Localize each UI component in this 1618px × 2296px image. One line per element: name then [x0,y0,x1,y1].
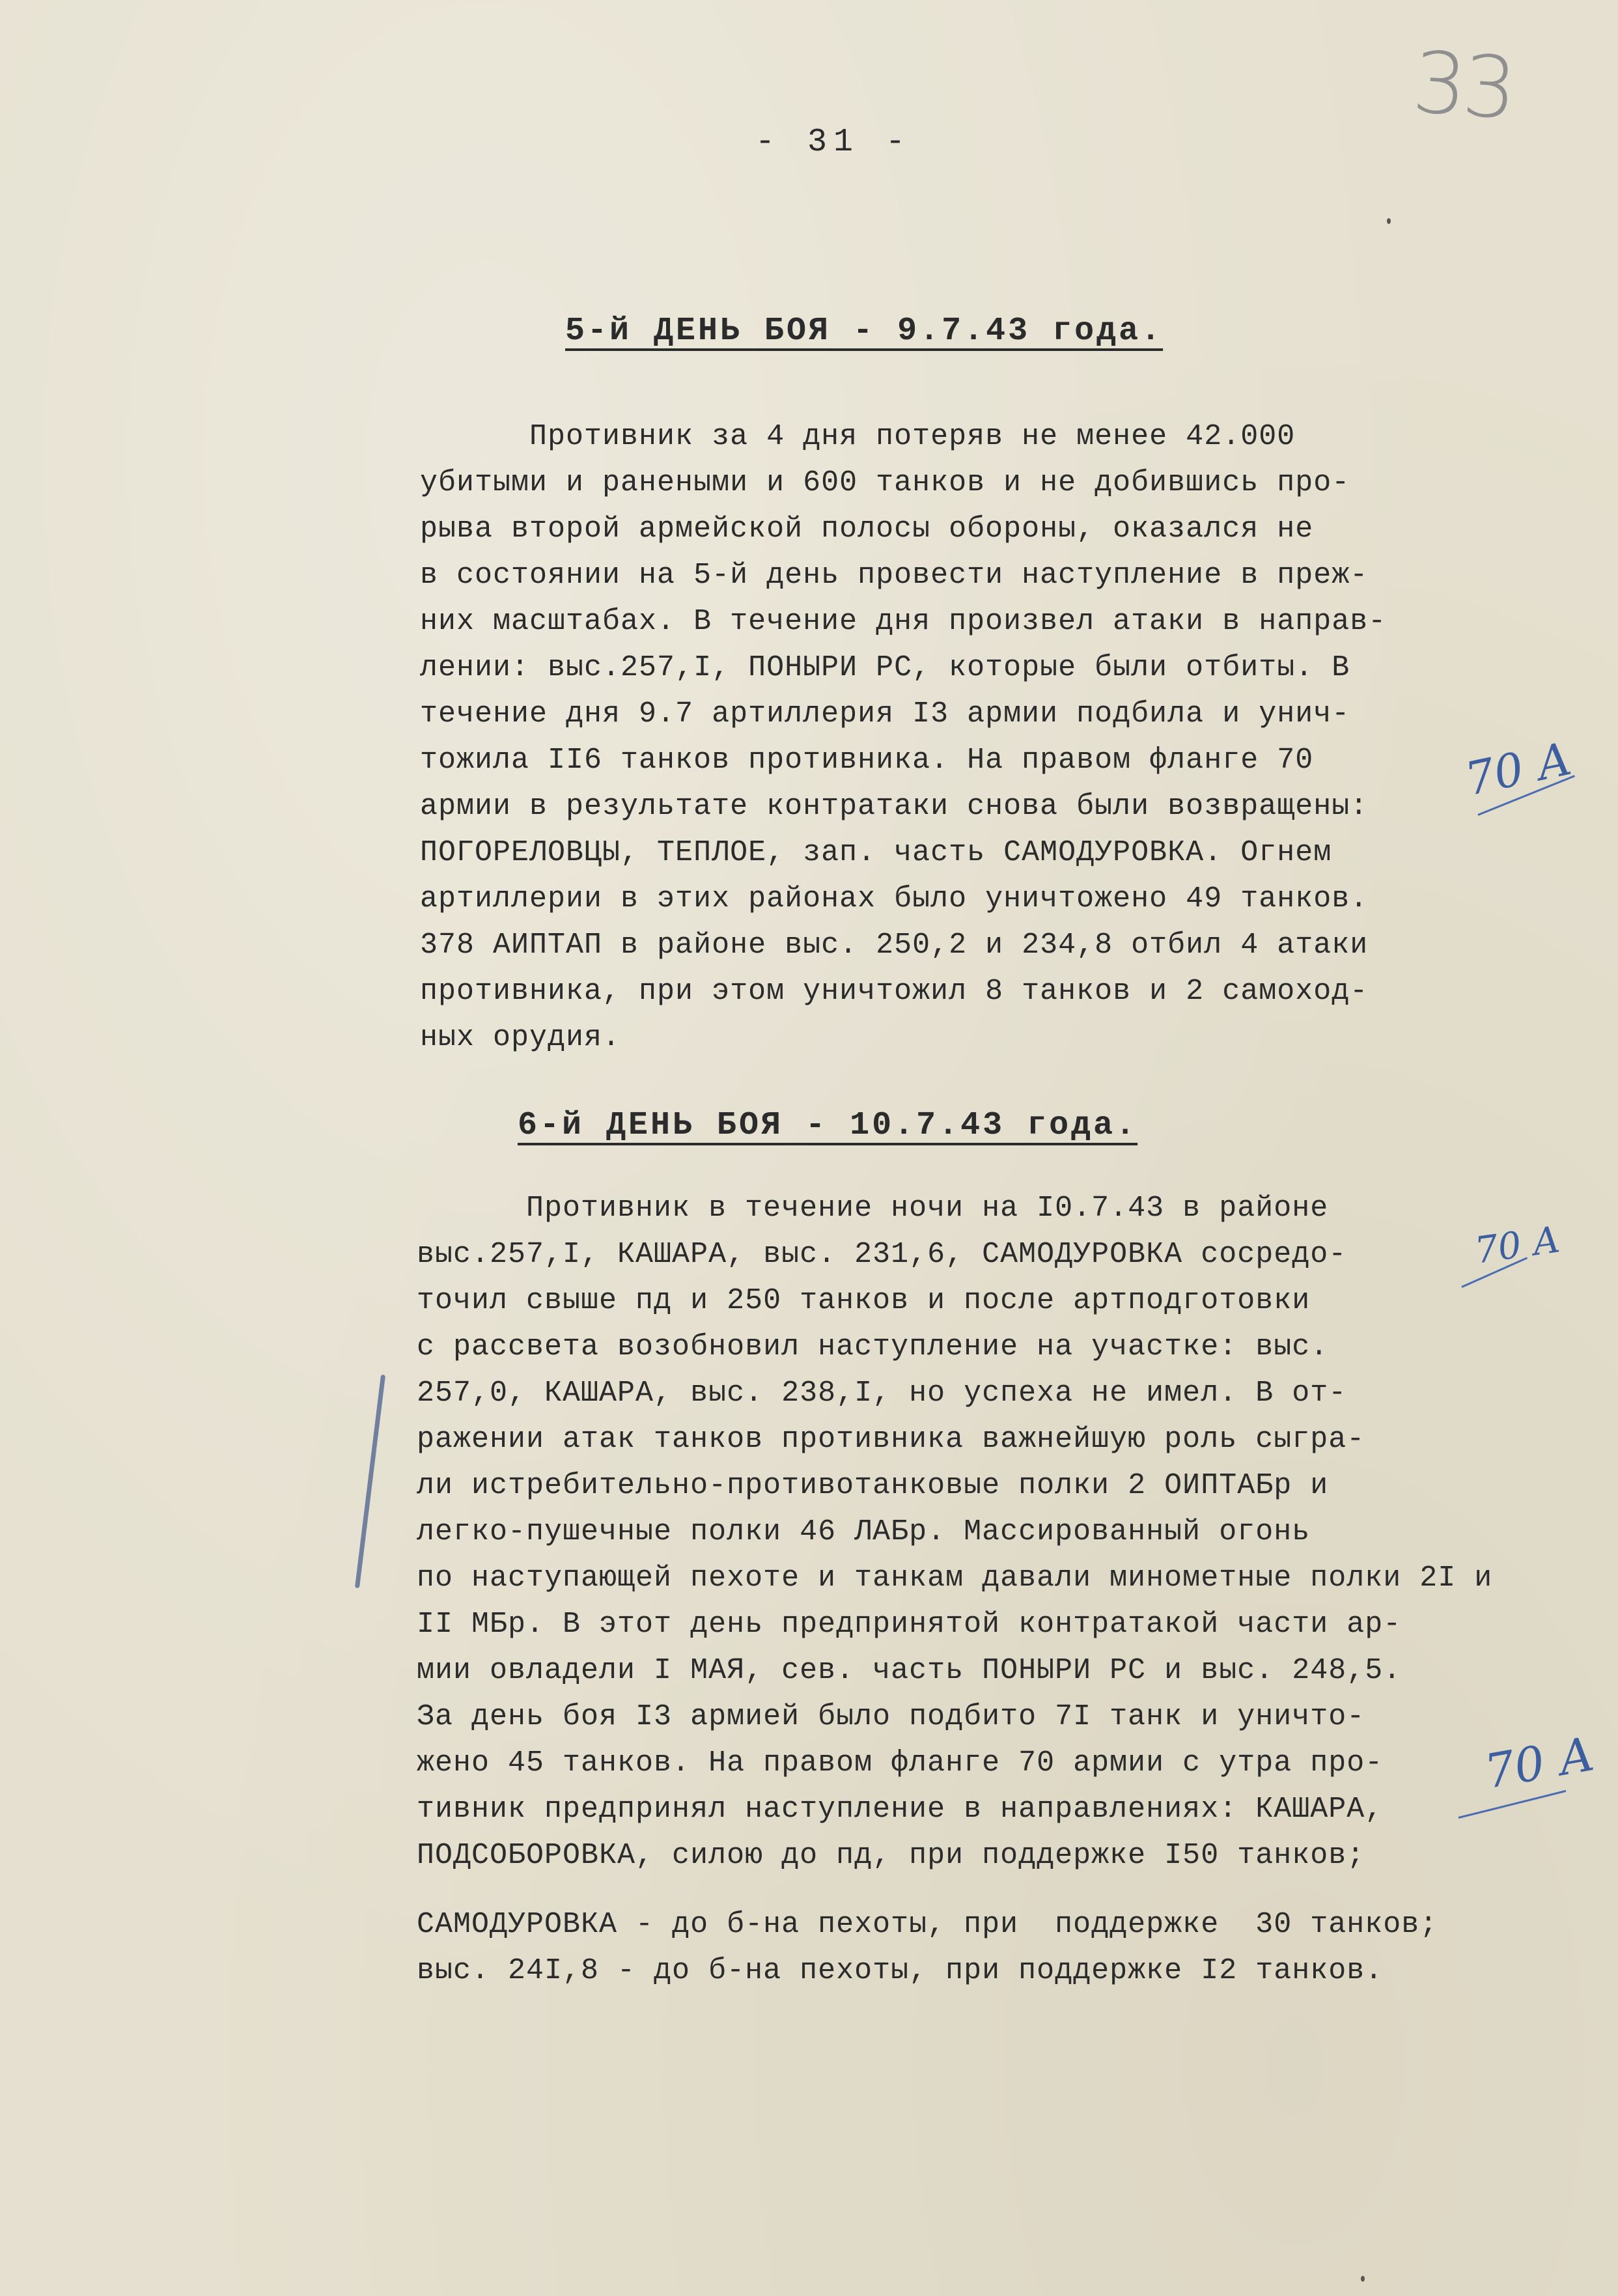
text-line: лении: выс.257,I, ПОНЫРИ РС, которые были отбиты. В [420,651,1350,684]
text-line: противника, при этом уничтожил 8 танков и 2 самоход- [420,975,1369,1008]
text-line: жено 45 танков. На правом фланге 70 армии с утра про- [417,1746,1384,1780]
text-line: 378 АИПТАП в районе выс. 250,2 и 234,8 отбил 4 атаки [420,929,1369,962]
text-line: армии в результате контратаки снова были возвращены: [420,790,1369,823]
text-line: артиллерии в этих районах было уничтожено 49 танков. [420,882,1369,916]
text-line: течение дня 9.7 артиллерия I3 армии подбила и унич- [420,697,1350,731]
text-line: по наступающей пехоте и танкам давали минометные полки 2I и [417,1561,1493,1595]
margin-note-70a: 70 А [1480,1726,1599,1800]
paper-speck [1387,218,1391,224]
text-line: выс. 24I,8 - до б-на пехоты, при поддержке I2 танков. [417,1954,1384,1987]
text-line: точил свыше пд и 250 танков и после артподготовки [417,1284,1311,1317]
text-line: ПОДСОБОРОВКА, силою до пд, при поддержке I50 танков; [417,1839,1365,1872]
text-line: II МБр. В этот день предпринятой контратакой части ар- [417,1608,1402,1641]
text-line: выс.257,I, КАШАРА, выс. 231,6, САМОДУРОВКА сосредо- [417,1238,1347,1271]
text-line: 257,0, КАШАРА, выс. 238,I, но успеха не имел. В от- [417,1377,1347,1410]
text-line: них масштабах. В течение дня произвел атаки в направ- [420,605,1387,638]
section-body-day6-continuation [417,1901,1438,1994]
section-body-day6 [417,1185,1492,1879]
text-line: мии овладели I МАЯ, сев. часть ПОНЫРИ РС и выс. 248,5. [417,1654,1402,1687]
text-line: легко-пушечные полки 46 ЛАБр. Массированный огонь [417,1515,1311,1548]
text-line: ПОГОРЕЛОВЦЫ, ТЕПЛОЕ, зап. часть САМОДУРОВКА. Огнем [420,836,1332,869]
text-line: тивник предпринял наступление в направлениях: КАШАРА, [417,1793,1384,1826]
archive-page-number: 33 [1409,32,1516,139]
text-line: с рассвета возобновил наступление на участке: выс. [417,1330,1329,1364]
margin-note-70a: 70 А [1472,1218,1563,1272]
section-body-day5 [420,413,1386,1061]
text-line: ных орудия. [420,1021,621,1054]
section-heading-day5: 5-й ДЕНЬ БОЯ - 9.7.43 года. [565,313,1164,350]
text-line: в состоянии на 5-й день провести наступление в преж- [420,559,1369,592]
text-line: убитыми и ранеными и 600 танков и не добившись про- [420,466,1350,499]
section-heading-day6: 6-й ДЕНЬ БОЯ - 10.7.43 года. [518,1107,1138,1144]
page-number: - 31 - [755,124,912,161]
text-line: Противник за 4 дня потеряв не менее 42.000 [420,420,1296,453]
text-line: ли истребительно-противотанковые полки 2 ОИПТАБр и [417,1469,1329,1502]
text-line: За день боя I3 армией было подбито 7I танк и уничто- [417,1700,1365,1733]
paper-speck [1361,2276,1365,2282]
text-line: рыва второй армейской полосы обороны, оказался не [420,512,1314,546]
margin-pencil-mark [355,1375,385,1588]
text-line: САМОДУРОВКА - до б-на пехоты, при поддержке 30 танков; [417,1908,1438,1941]
text-line: тожила II6 танков противника. На правом фланге 70 [420,744,1314,777]
text-line: Противник в течение ночи на I0.7.43 в районе [417,1192,1329,1225]
margin-note-70a: 70 А [1460,731,1577,807]
text-line: ражении атак танков противника важнейшую роль сыгра- [417,1423,1365,1456]
